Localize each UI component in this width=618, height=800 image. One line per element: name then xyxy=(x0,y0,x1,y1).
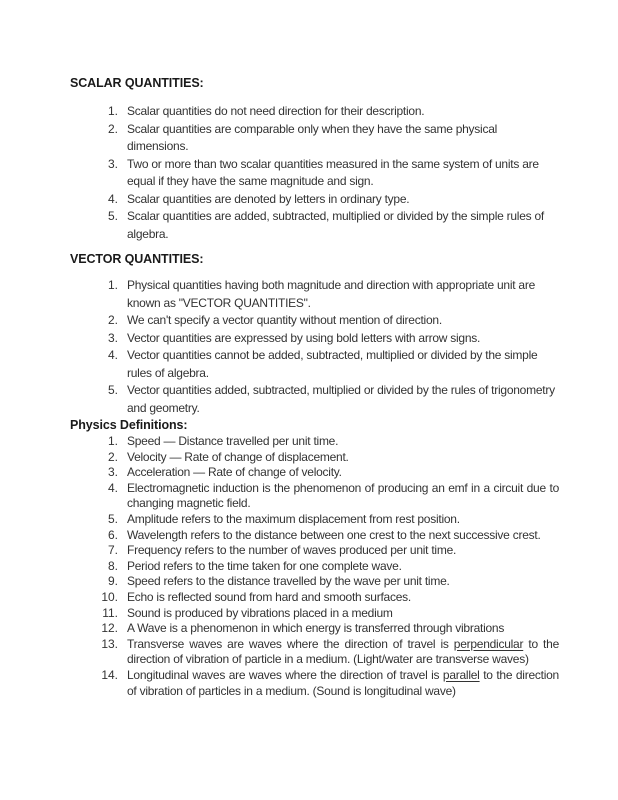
list-item-text: Echo is reflected sound from hard and smooth surfaces. xyxy=(127,589,411,604)
list-item-text: Speed — Distance travelled per unit time. xyxy=(127,434,339,448)
list-item-text: Wavelength refers to the distance between one crest to the next successive crest. xyxy=(127,527,541,542)
section-heading: VECTOR QUANTITIES: xyxy=(70,252,204,266)
list-item-text: Vector quantities are expressed by using bold letters with arrow signs. xyxy=(127,330,481,345)
list-item xyxy=(70,606,559,622)
list-item xyxy=(70,434,559,450)
list-item-number: 1. xyxy=(107,278,118,292)
list-item-number: 5. xyxy=(107,383,118,397)
list-item-text: Two or more than two scalar quantities measured in the same system of units are equal if they have the same magnitude and sign. xyxy=(127,156,539,188)
list-item-text: Physical quantities having both magnitude and direction with appropriate unit are known as "VECTOR QUANTITIES". xyxy=(127,278,536,310)
list-item-number: 13. xyxy=(101,636,118,651)
list-item xyxy=(70,450,559,466)
list-item-text: Velocity — Rate of change of displacement. xyxy=(127,449,349,464)
list-item-text: A Wave is a phenomenon in which energy is transferred through vibrations xyxy=(127,621,505,636)
list-item-text: Speed refers to the distance travelled by the wave per unit time. xyxy=(127,574,450,589)
section-list xyxy=(70,277,559,417)
list-item-number: 11. xyxy=(102,605,118,620)
list-item-text: We can't specify a vector quantity without mention of direction. xyxy=(127,313,442,327)
list-item-number: 1. xyxy=(107,434,118,448)
section xyxy=(70,417,559,699)
list-item xyxy=(70,382,559,417)
list-item-number: 8. xyxy=(107,558,118,573)
list-item-text: Transverse waves are waves where the direction of travel is perpendicular to the direction of vibration of particle in a medium. (Light/water are transverse waves) xyxy=(127,636,559,667)
list-item xyxy=(70,330,559,348)
list-item xyxy=(70,574,559,590)
list-item-number: 5. xyxy=(107,209,118,223)
list-item xyxy=(70,637,559,668)
list-item xyxy=(70,277,559,312)
list-item xyxy=(70,590,559,606)
list-item-number: 3. xyxy=(107,156,118,171)
list-item-text: Scalar quantities do not need direction for their description. xyxy=(127,104,425,118)
list-item xyxy=(70,668,559,699)
list-item xyxy=(70,208,559,243)
list-item-text: Scalar quantities are denoted by letters in ordinary type. xyxy=(127,191,410,206)
list-item-text: Sound is produced by vibrations placed in a medium xyxy=(127,605,393,620)
list-item xyxy=(70,528,559,544)
list-item xyxy=(70,103,559,121)
list-item-number: 4. xyxy=(107,348,118,362)
section-heading: SCALAR QUANTITIES: xyxy=(70,76,204,90)
list-item-text: Electromagnetic induction is the phenomenon of producing an emf in a circuit due to changing magnetic field. xyxy=(127,480,559,511)
list-item-number: 4. xyxy=(107,480,118,495)
section xyxy=(70,251,559,417)
list-item-number: 9. xyxy=(107,574,118,589)
list-item-text: Scalar quantities are added, subtracted, multiplied or divided by the simple rules of algebra. xyxy=(127,209,544,241)
list-item-number: 10. xyxy=(101,589,118,604)
list-item xyxy=(70,156,559,191)
list-item xyxy=(70,559,559,575)
section-list xyxy=(70,103,559,243)
list-item-number: 14. xyxy=(101,667,118,682)
list-item-number: 7. xyxy=(107,543,118,558)
section xyxy=(70,75,559,243)
list-item-number: 2. xyxy=(107,313,118,327)
list-item-text: Vector quantities cannot be added, subtracted, multiplied or divided by the simple rules of algebra. xyxy=(127,348,538,380)
list-item-number: 4. xyxy=(107,191,118,206)
list-item-text: Frequency refers to the number of waves produced per unit time. xyxy=(127,543,457,558)
list-item xyxy=(70,512,559,528)
list-item-text: Scalar quantities are comparable only when they have the same physical dimensions. xyxy=(127,121,498,153)
list-item-number: 2. xyxy=(107,449,118,464)
section-heading: Physics Definitions: xyxy=(70,418,188,432)
list-item-text: Longitudinal waves are waves where the direction of travel is parallel to the direction of vibration of particles in a medium. (Sound is longitudinal wave) xyxy=(127,667,559,698)
list-item xyxy=(70,191,559,209)
list-item xyxy=(70,121,559,156)
list-item-text: Vector quantities added, subtracted, multiplied or divided by the rules of trigonometry and geometry. xyxy=(127,383,555,415)
list-item-number: 3. xyxy=(107,330,118,345)
list-item-text: Acceleration — Rate of change of velocity. xyxy=(127,465,342,480)
list-item-number: 1. xyxy=(107,104,118,118)
list-item-number: 12. xyxy=(101,621,118,636)
list-item-number: 2. xyxy=(107,121,118,136)
section-list xyxy=(70,434,559,699)
list-item xyxy=(70,481,559,512)
list-item-number: 5. xyxy=(107,511,118,526)
list-item-number: 3. xyxy=(107,465,118,480)
list-item-number: 6. xyxy=(107,527,118,542)
list-item xyxy=(70,465,559,481)
list-item xyxy=(70,543,559,559)
list-item xyxy=(70,621,559,637)
list-item-text: Amplitude refers to the maximum displacement from rest position. xyxy=(127,511,460,526)
list-item xyxy=(70,312,559,330)
list-item xyxy=(70,347,559,382)
list-item-text: Period refers to the time taken for one complete wave. xyxy=(127,558,402,573)
